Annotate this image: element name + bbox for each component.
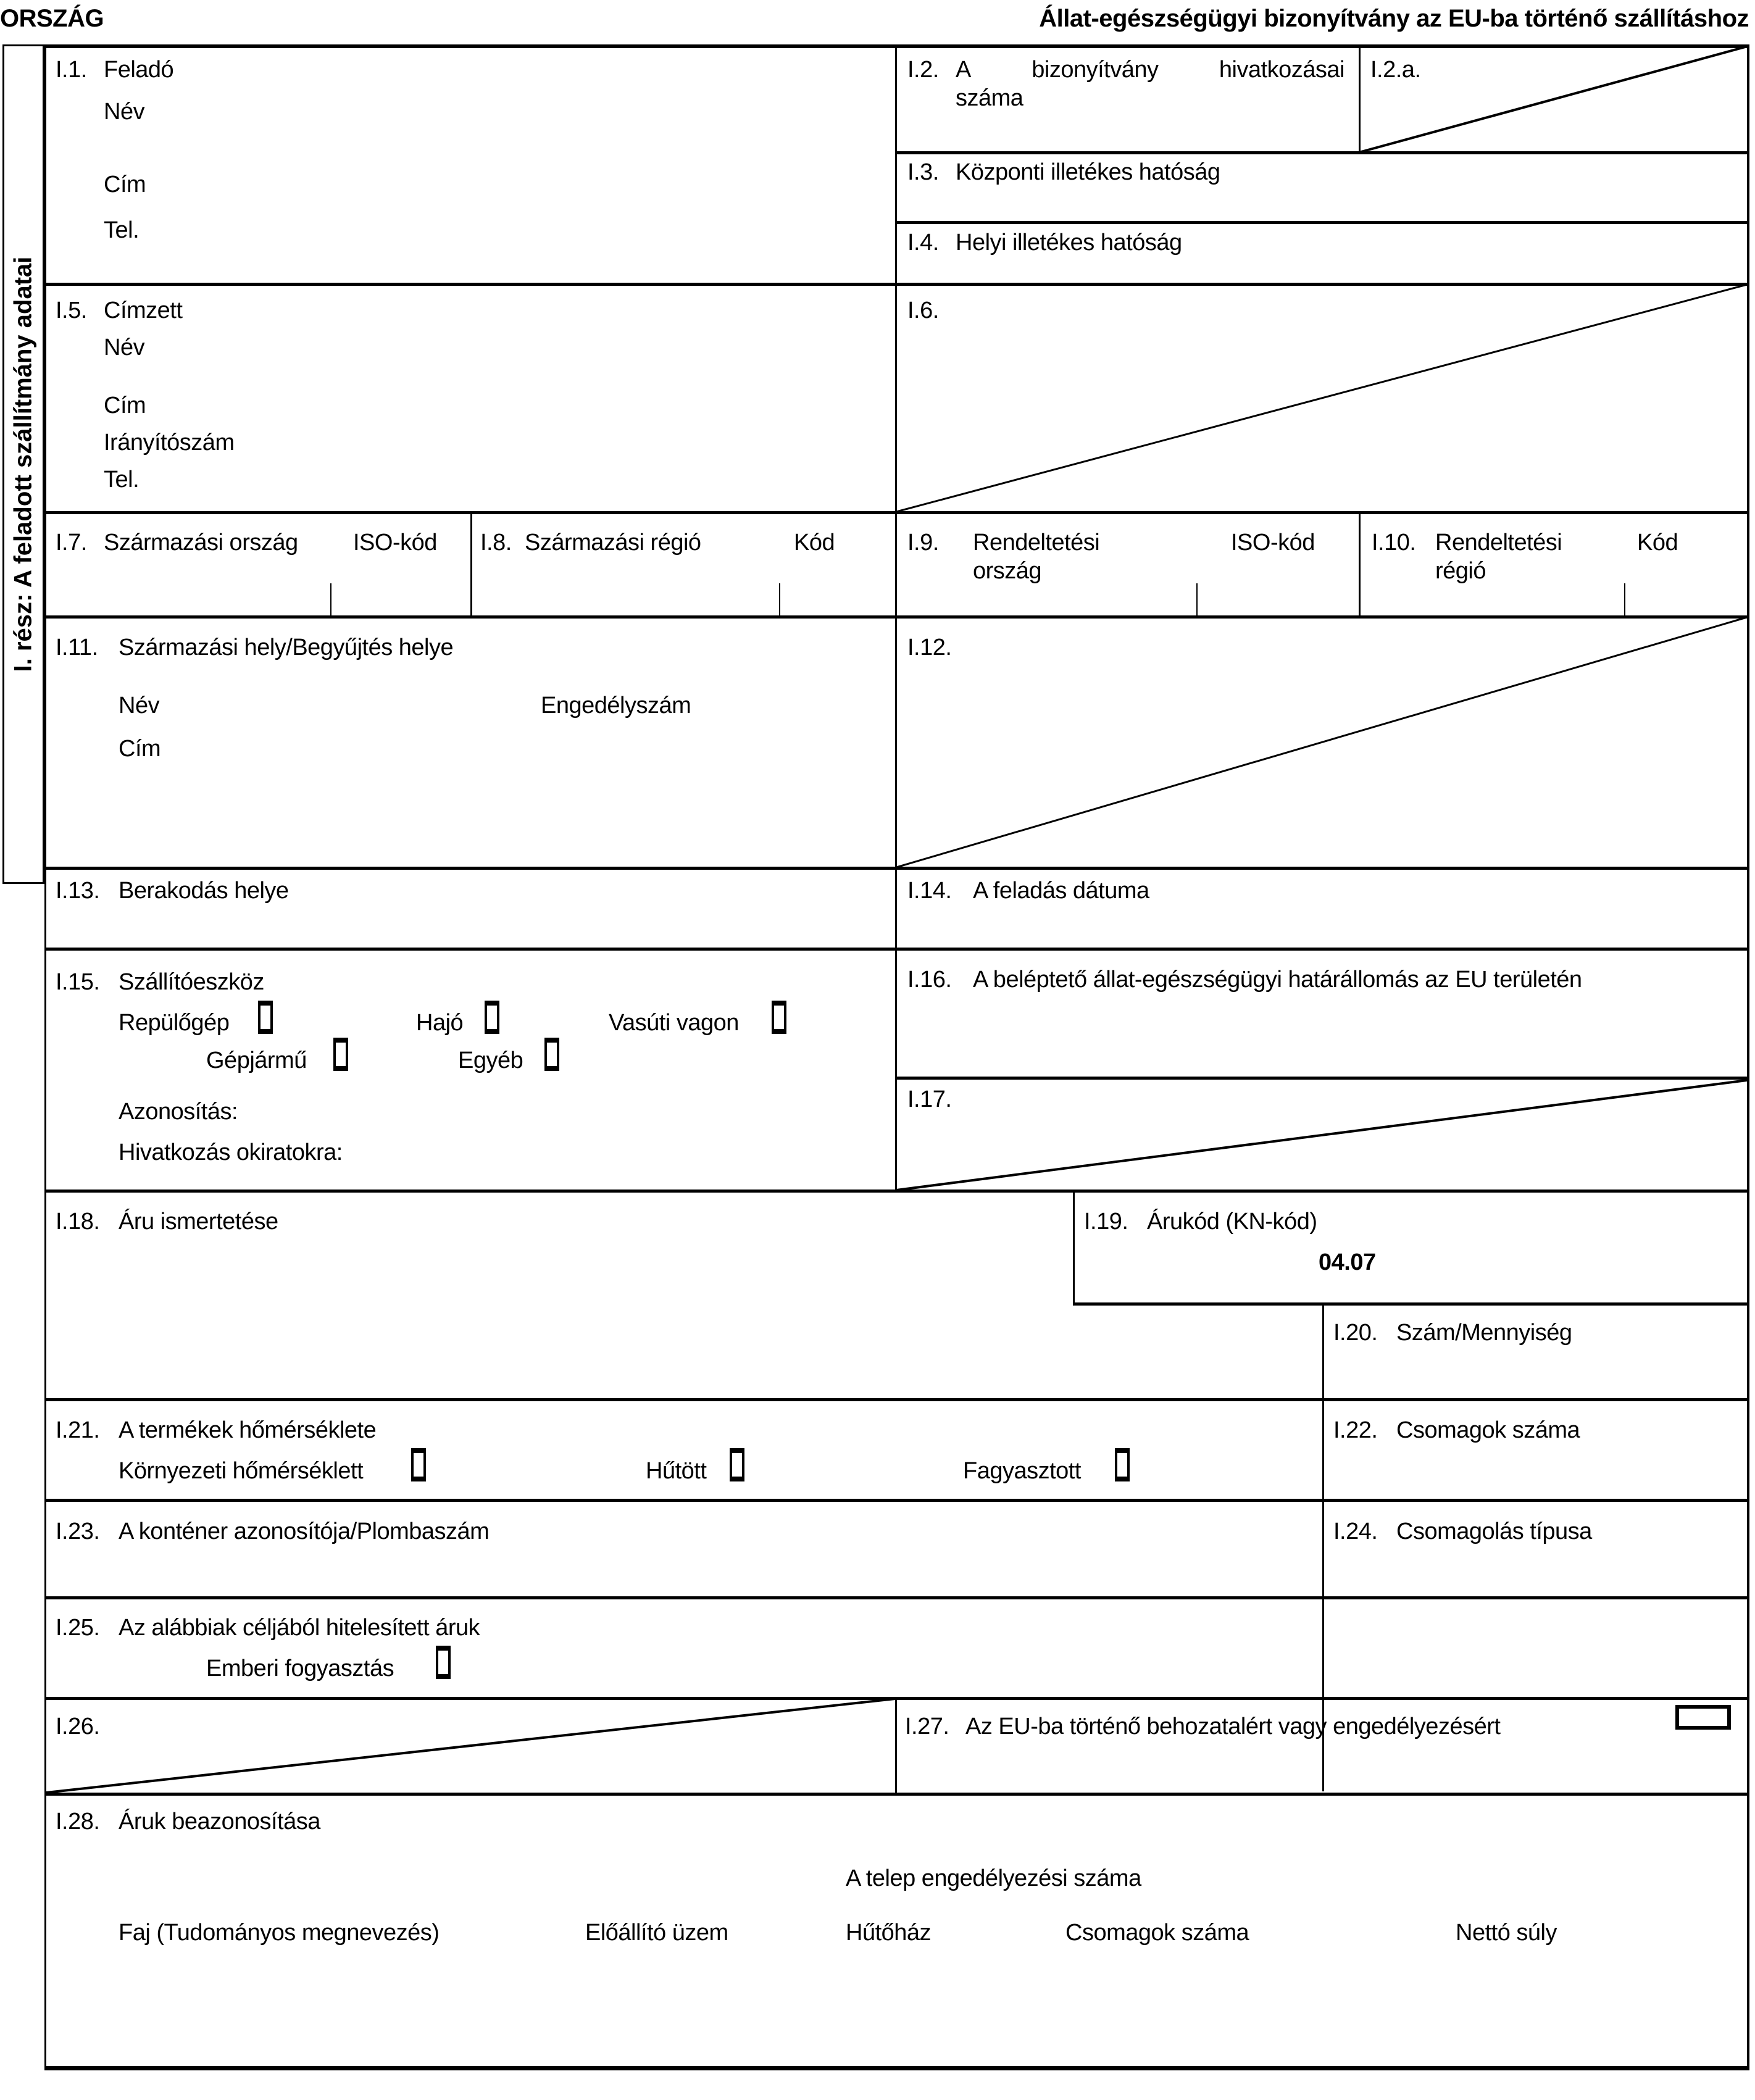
i8-label: Származási régió [525,530,701,556]
i21-label: A termékek hőmérséklete [119,1417,377,1443]
i2-word-certificate: bizonyítvány [1032,57,1159,83]
i12-strike-line [896,617,1747,867]
i24-number: I.24. [1333,1519,1378,1544]
i13-number: I.13. [56,878,100,904]
i15-number: I.15. [56,969,100,995]
i28-col-species: Faj (Tudományos megnevezés) [119,1920,440,1946]
i11-permit-label: Engedélyszám [541,693,691,719]
line-i3-bottom [895,221,1749,224]
i1-phone-label: Tel. [104,217,140,243]
i28-col-manufacturing-plant: Előállító üzem [585,1920,728,1946]
transport-other-label: Egyéb [458,1048,523,1073]
i7-i8-divider [470,512,472,617]
i19-label: Árukód (KN-kód) [1147,1209,1317,1235]
country-heading: ORSZÁG [0,5,104,32]
i7-code-tick [330,583,331,617]
i18-label: Áru ismertetése [119,1209,278,1235]
i2-number: I.2. [907,57,939,83]
frame-bottom [44,2066,1749,2070]
i1-number: I.1. [56,57,87,83]
i17-number: I.17. [907,1086,952,1112]
i10-label-line1: Rendeltetési [1435,530,1562,556]
i20-number: I.20. [1333,1320,1378,1346]
i28-number: I.28. [56,1809,100,1835]
transport-vehicle-label: Gépjármű [206,1048,307,1073]
i3-label: Központi illetékes hatóság [956,159,1220,185]
purpose-human-consumption-label: Emberi fogyasztás [206,1656,394,1681]
purpose-human-consumption-checkbox[interactable] [436,1646,451,1679]
transport-ship-label: Hajó [416,1010,464,1036]
i27-number: I.27. [905,1714,949,1740]
i27-label: Az EU-ba történő behozatalért vagy engedélyezésért [965,1714,1501,1740]
i8-number: I.8. [480,530,512,556]
temp-chilled-label: Hűtött [646,1458,707,1484]
temp-ambient-checkbox[interactable] [411,1448,426,1481]
i5-label: Címzett [104,298,183,323]
i5-postcode-label: Irányítószám [104,430,235,456]
i1-label: Feladó [104,57,174,83]
i11-label: Származási hely/Begyűjtés helye [119,635,454,660]
i28-approval-number-header: A telep engedélyezési száma [846,1865,1141,1891]
i2a-number: I.2.a. [1370,57,1421,83]
line-i16-bottom [895,1077,1749,1080]
i28-col-number-of-packages: Csomagok száma [1065,1920,1249,1946]
i9-label-line1: Rendeltetési [973,530,1100,556]
i14-label: A feladás dátuma [973,878,1149,904]
i1-address-label: Cím [104,172,146,198]
i11-number: I.11. [56,635,98,660]
i9-code-tick [1196,583,1198,617]
i13-label: Berakodás helye [119,878,289,904]
i27-checkbox[interactable] [1675,1705,1731,1730]
i24-label: Csomagolás típusa [1396,1519,1592,1544]
transport-airplane-checkbox[interactable] [258,1001,273,1034]
i2-label-line2: száma [956,85,1023,111]
i9-label-line2: ország [973,558,1042,584]
i8-code-label: Kód [794,530,835,556]
i5-number: I.5. [56,298,87,323]
i5-name-label: Név [104,335,145,360]
i4-label: Helyi illetékes hatóság [956,230,1182,256]
i5-address-label: Cím [104,393,146,419]
i10-label-line2: régió [1435,558,1486,584]
i10-number: I.10. [1372,530,1416,556]
transport-railway-label: Vasúti vagon [609,1010,739,1036]
i2-word-a: A [956,57,971,83]
i14-number: I.14. [907,878,952,904]
i9-i10-divider [1359,512,1361,617]
i19-commodity-code-value: 04.07 [1319,1249,1376,1275]
i22-number: I.22. [1333,1417,1378,1443]
i4-number: I.4. [907,230,939,256]
i8-code-tick [779,583,780,617]
i23-label: A konténer azonosítója/Plombaszám [119,1519,490,1544]
i5-phone-label: Tel. [104,467,140,493]
i17-strike-line [896,1080,1747,1190]
i10-code-label: Kód [1637,530,1678,556]
part-one-label: I. rész: A feladott szállítmány adatai [9,256,37,672]
transport-other-checkbox[interactable] [544,1038,559,1071]
line-i19-bottom [1073,1302,1749,1306]
line-row11-bottom [44,1793,1749,1796]
i20-label: Szám/Mennyiség [1396,1320,1572,1346]
i23-number: I.23. [56,1519,100,1544]
transport-railway-checkbox[interactable] [772,1001,786,1034]
i2-word-reference: hivatkozásai [1219,57,1344,83]
temp-chilled-checkbox[interactable] [730,1448,744,1481]
i22-label: Csomagok száma [1396,1417,1580,1443]
i1-name-label: Név [104,99,145,125]
i28-label: Áruk beazonosítása [119,1809,320,1835]
i15-label: Szállítóeszköz [119,969,264,995]
i26-i27-divider [895,1698,897,1794]
i28-col-cold-store: Hűtőház [846,1920,932,1946]
i9-code-label: ISO-kód [1231,530,1315,556]
i9-number: I.9. [907,530,939,556]
i6-strike-line [896,285,1747,512]
temp-frozen-label: Fagyasztott [963,1458,1081,1484]
line-row9-bottom [44,1596,1749,1599]
i7-number: I.7. [56,530,87,556]
i18-number: I.18. [56,1209,100,1235]
i2-label-line1 [956,57,1344,84]
i26-strike-line [46,1699,895,1793]
i19-number: I.19. [1084,1209,1128,1235]
i6-number: I.6. [907,298,939,323]
i3-number: I.3. [907,159,939,185]
i25-label: Az alábbiak céljából hitelesített áruk [119,1615,480,1641]
i15-documents-label: Hivatkozás okiratokra: [119,1140,343,1165]
i7-code-label: ISO-kód [353,530,437,556]
i16-number: I.16. [907,967,952,993]
i11-address-label: Cím [119,736,161,762]
part-one-sidebar [2,44,44,884]
line-row7-bottom [44,1398,1749,1401]
line-row5-bottom [44,948,1749,951]
i26-number: I.26. [56,1714,100,1740]
i12-number: I.12. [907,635,952,660]
i7-label: Származási ország [104,530,298,556]
i28-col-net-weight: Nettó súly [1456,1920,1557,1946]
i10-code-tick [1624,583,1625,617]
i18-i19-divider [1073,1191,1075,1305]
temp-ambient-label: Környezeti hőmérséklett [119,1458,364,1484]
transport-airplane-label: Repülőgép [119,1010,230,1036]
frame-right [1747,44,1749,2069]
i15-identification-label: Azonosítás: [119,1099,238,1125]
i25-number: I.25. [56,1615,100,1641]
certificate-title: Állat-egészségügyi bizonyítvány az EU-ba történő szállításhoz [1039,5,1749,32]
i16-label: A beléptető állat-egészségügyi határállomás az EU területén [973,967,1582,993]
i11-name-label: Név [119,693,160,719]
line-row8-bottom [44,1499,1749,1502]
transport-vehicle-checkbox[interactable] [333,1038,348,1071]
transport-ship-checkbox[interactable] [485,1001,499,1034]
temp-frozen-checkbox[interactable] [1115,1448,1130,1481]
i21-number: I.21. [56,1417,100,1443]
